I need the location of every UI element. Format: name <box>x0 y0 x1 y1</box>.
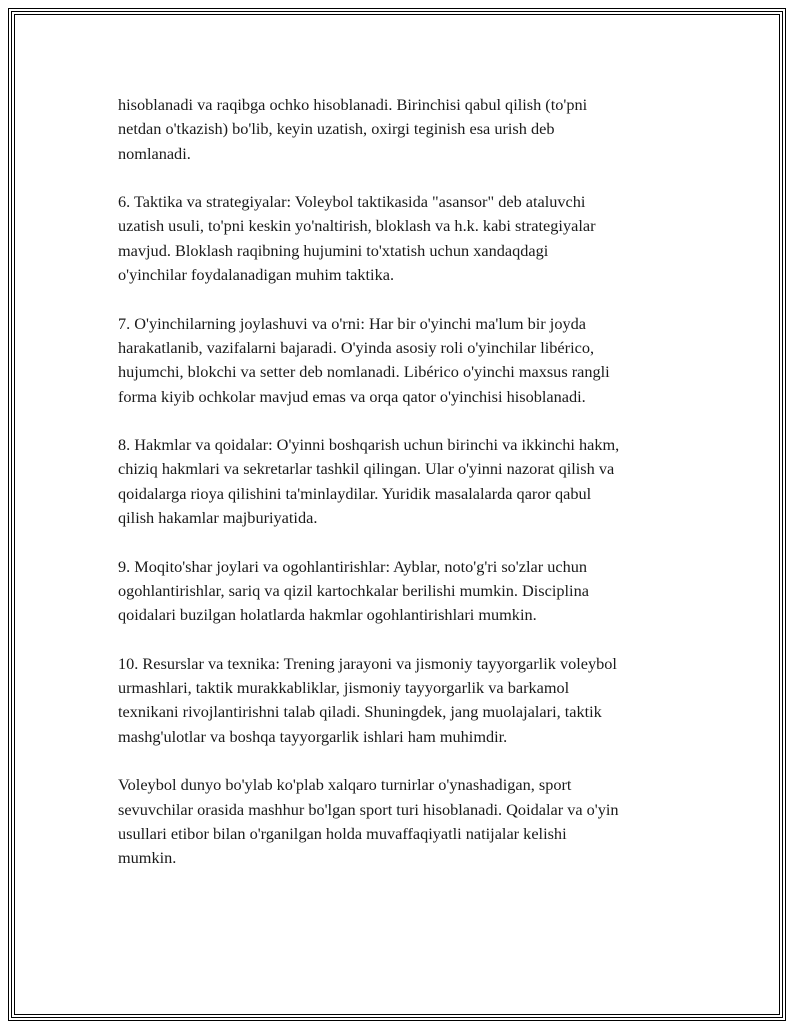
paragraph-conclusion: Voleybol dunyo bo'ylab ko'plab xalqaro turnirlar o'ynashadigan, sport sevuvchilar orasida mashhur bo'lgan sport turi hisoblanadi. Qoidalar va o'yin usullari etibor bilan o'rganilgan holda muvaffaqiyatli natijalar kelishi mumkin. <box>118 775 619 868</box>
paragraph-player-positions: 7. O'yinchilarning joylashuvi va o'rni: Har bir o'yinchi ma'lum bir joyda harakatlanib, vazifalarni bajaradi. O'yinda asosiy roli o'yinchilar libérico, hujumchi, blokchi va setter deb nomlanadi. Libérico o'yinchi maxsus rangli forma kiyib ochkolar mavjud emas va orqa qator o'yinchisi hisoblanadi. <box>118 313 610 406</box>
paragraph-resources-technique: 10. Resurslar va texnika: Trening jarayoni va jismoniy tayyorgarlik voleybol urmashlari, taktik murakkabliklar, jismoniy tayyorgarlik va barkamol texnikani rivojlantirishni talab qiladi. Shuningdek, jang muolajalari, taktik mashg'ulotlar va boshqa tayyorgarlik ishlari ham muhimdir. <box>118 653 617 746</box>
paragraph-warnings: 9. Moqito'shar joylari va ogohlantirishlar: Ayblar, noto'g'ri so'zlar uchun ogohlantirishlar, sariq va qizil kartochkalar berilishi mumkin. Disciplina qoidalari buzilgan holatlarda hakmlar ogohlantirishlari mumkin. <box>118 556 589 625</box>
paragraph-intro-continuation: hisoblanadi va raqibga ochko hisoblanadi. Birinchisi qabul qilish (to'pni netdan o'tkazish) bo'lib, keyin uzatish, oxirgi teginish esa urish deb nomlanadi. <box>118 95 588 163</box>
paragraph-tactics-strategies: 6. Taktika va strategiyalar: Voleybol taktikasida "asansor" deb ataluvchi uzatish usuli, to'pni keskin yo'naltirish, bloklash va h.k. kabi strategiyalar mavjud. Bloklash raqibning hujumini to'xtatish uchun xandaqdagi o'yinchilar foydalanadigan muhim taktika. <box>118 192 596 285</box>
document-body <box>118 93 698 871</box>
paragraph-referees-rules: 8. Hakmlar va qoidalar: O'yinni boshqarish uchun birinchi va ikkinchi hakm, chiziq hakmlari va sekretarlar tashkil qilingan. Ular o'yinni nazorat qilish va qoidalarga rioya qilishini ta'minlaydilar. Yuridik masalalarda qaror qabul qilish hakamlar majburiyatida. <box>118 435 620 528</box>
